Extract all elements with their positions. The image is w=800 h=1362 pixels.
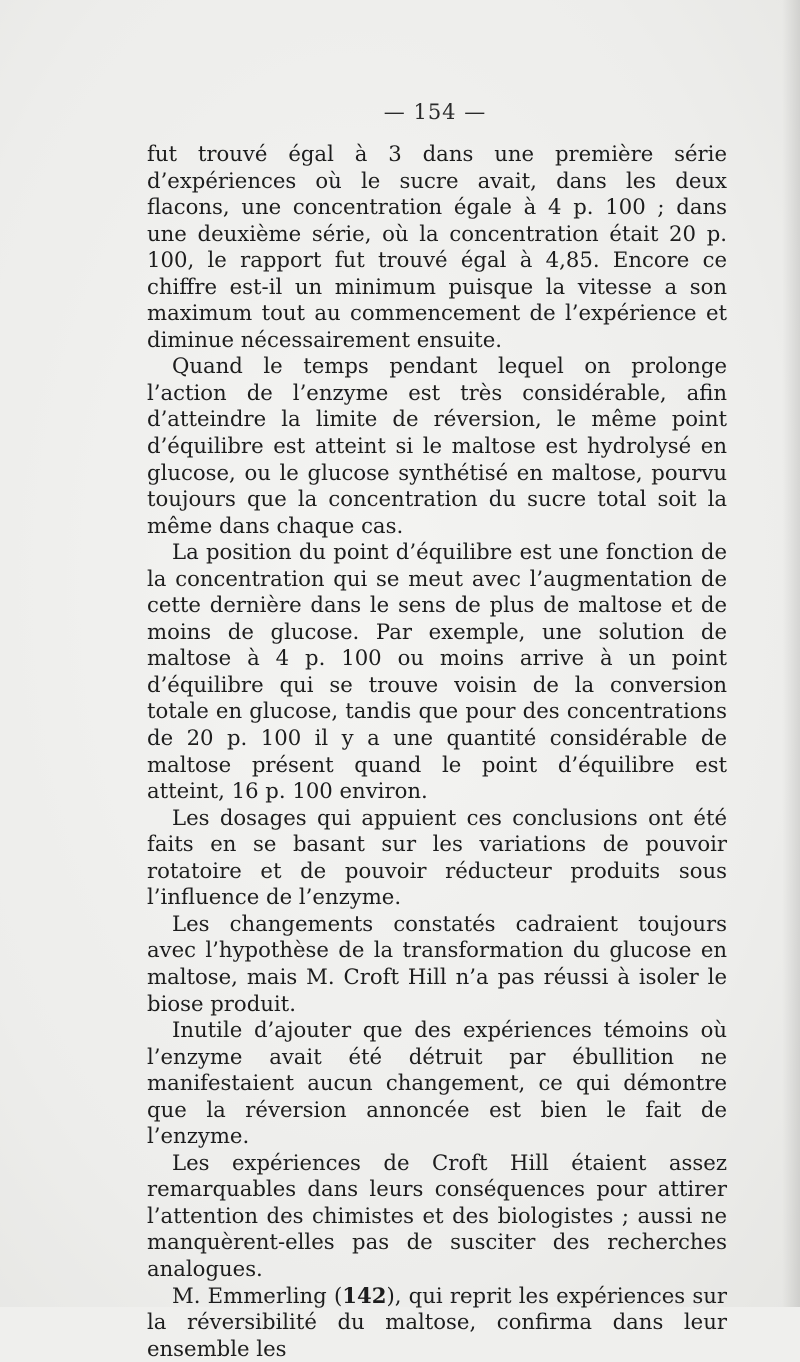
page-edge-shadow [782,0,800,1307]
paragraph-2: Quand le temps pendant lequel on prolonge l’action de l’enzyme est très considérable, afin d’atteindre la limite de réversion, le même point d’équilibre est atteint si le maltose est hydrolysé en glucose, ou le glucose synthétisé en maltose, pourvu toujours que la concentration du sucre total soit la même dans chaque cas. [147,353,727,538]
paragraph-5: Les changements constatés cadraient toujours avec l’hypothèse de la transformation du glucose en maltose, mais M. Croft Hill n’a pas réussi à isoler le biose produit. [147,910,727,1016]
paragraph-7: Les expériences de Croft Hill étaient assez remarquables dans leurs conséquences pour attirer l’attention des chimistes et des biologistes ; aussi ne manquèrent-elles pas de susciter des recherches analogues. [147,1149,727,1281]
reference-number: 142 [342,1282,387,1308]
paragraph-1: fut trouvé égal à 3 dans une première série d’expériences où le sucre avait, dans les deux flacons, une concentration égale à 4 p. 100 ; dans une deuxième série, où la concentration était 20 p. 100, le rapport fut trouvé égal à 4,85. Encore ce chiffre est-il un minimum puisque la vitesse a son maximum tout au commencement de l’expérience et diminue nécessairement ensuite. [147,141,727,352]
paragraph-8-text-after: ), qui reprit les expériences sur la réversibilité du maltose, confirma dans leur ensemble les [147,1282,727,1361]
body-text [147,141,727,1362]
page-number: — 154 — [383,100,487,124]
paragraph-4: Les dosages qui appuient ces conclusions ont été faits en se basant sur les variations de pouvoir rotatoire et de pouvoir réducteur produits sous l’influence de l’enzyme. [147,804,727,910]
paragraph-8-text-before: M. Emmerling ( [172,1282,343,1308]
paragraph-6: Inutile d’ajouter que des expériences témoins où l’enzyme avait été détruit par ébullition ne manifestaient aucun changement, ce qui démontre que la réversion annoncée est bien le fait de l’enzyme. [147,1017,727,1149]
paragraph-3: La position du point d’équilibre est une fonction de la concentration qui se meut avec l’augmentation de cette dernière dans le sens de plus de maltose et de moins de glucose. Par exemple, une solution de maltose à 4 p. 100 ou moins arrive à un point d’équilibre qui se trouve voisin de la conversion totale en glucose, tandis que pour des concentrations de 20 p. 100 il y a une quantité considérable de maltose présent quand le point d’équilibre est atteint, 16 p. 100 environ. [147,539,727,804]
paragraph-8 [147,1283,727,1362]
